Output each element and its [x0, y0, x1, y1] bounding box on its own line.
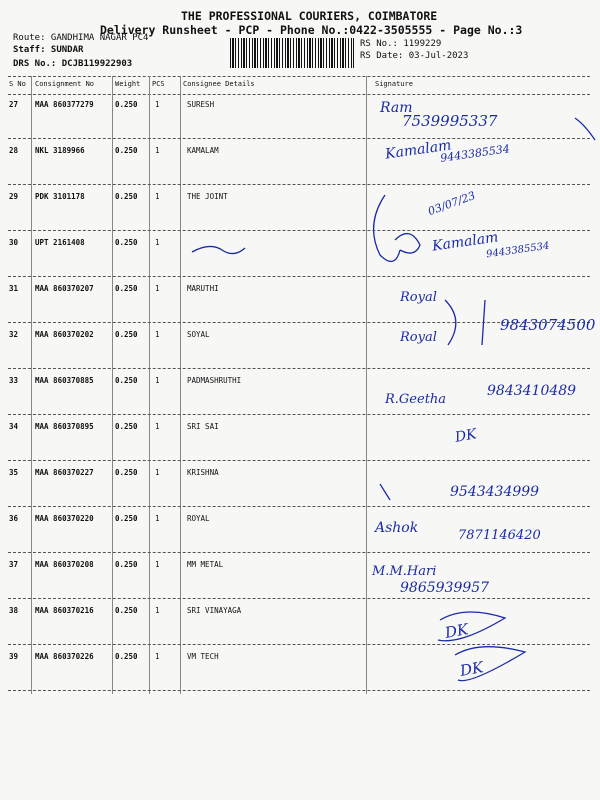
handwritten-date-29: 03/07/23 [426, 188, 478, 219]
cell-sno: 27 [9, 100, 19, 109]
cell-weight: 0.250 [115, 192, 138, 201]
bracket-32 [445, 300, 456, 345]
cell-pcs: 1 [155, 192, 160, 201]
handwritten-phone-36: 7871146420 [458, 528, 541, 543]
handwritten-sign-32: Royal [400, 330, 437, 345]
cell-pcs: 1 [155, 100, 160, 109]
handwritten-sign-31: Royal [400, 290, 437, 305]
handwritten-phone-35: 9543434999 [450, 484, 540, 500]
cell-sno: 38 [9, 606, 19, 615]
cell-consignment: NKL 3189966 [35, 146, 85, 155]
cell-consignment: MAA 860370216 [35, 606, 94, 615]
cell-pcs: 1 [155, 238, 160, 247]
cell-consignment: MAA 860377279 [35, 100, 94, 109]
col-header-sno: S No [9, 80, 26, 88]
squiggle-30 [192, 246, 245, 253]
cell-weight: 0.250 [115, 652, 138, 661]
cell-consignee: SURESH [187, 100, 215, 109]
cell-pcs: 1 [155, 376, 160, 385]
cell-sno: 32 [9, 330, 19, 339]
cell-consignee: KRISHNA [187, 468, 219, 477]
handwritten-name-33: R.Geetha [385, 392, 447, 407]
cell-consignee: ROYAL [187, 514, 210, 523]
cell-consignee: THE JOINT [187, 192, 228, 201]
handwritten-phone-37: 9865939957 [400, 580, 490, 596]
cell-consignee: SRI VINAYAGA [187, 606, 242, 615]
handwritten-name-37: M.M.Hari [372, 564, 437, 579]
cell-consignee: MARUTHI [187, 284, 219, 293]
handwritten-phone-32: 9843074500 [500, 316, 596, 334]
line-32 [482, 300, 485, 345]
cell-consignment: MAA 860370202 [35, 330, 94, 339]
cell-consignee: KAMALAM [187, 146, 219, 155]
cell-consignment: MAA 860370208 [35, 560, 94, 569]
cell-consignment: MAA 860370220 [35, 514, 94, 523]
handwritten-sign-36: Ashok [375, 520, 419, 536]
cell-sno: 39 [9, 652, 19, 661]
route-label: Route: GANDHIMA NAGAR PC4 [13, 33, 149, 43]
edge-stroke [575, 118, 595, 140]
cell-weight: 0.250 [115, 238, 138, 247]
cell-consignment: UPT 2161408 [35, 238, 85, 247]
handwritten-initials: Ram [380, 100, 413, 116]
cell-weight: 0.250 [115, 560, 138, 569]
cell-consignee: PADMASHRUTHI [187, 376, 242, 385]
cell-consignment: MAA 860370227 [35, 468, 94, 477]
cell-consignment: MAA 860370226 [35, 652, 94, 661]
scribble-29 [374, 195, 400, 261]
cell-weight: 0.250 [115, 284, 138, 293]
cell-weight: 0.250 [115, 146, 138, 155]
cell-weight: 0.250 [115, 606, 138, 615]
col-header-consignee: Consignee Details [183, 80, 255, 88]
col-header-pcs: PCS [152, 80, 165, 88]
handwritten-initials-34: DK [453, 426, 478, 446]
cell-weight: 0.250 [115, 330, 138, 339]
handwritten-initials-38: DK [443, 620, 470, 642]
col-header-signature: Signature [375, 80, 413, 88]
col-header-consignment: Consignment No [35, 80, 95, 88]
cell-sno: 34 [9, 422, 19, 431]
cell-sno: 29 [9, 192, 19, 201]
cell-pcs: 1 [155, 422, 160, 431]
cell-consignment: MAA 860370895 [35, 422, 94, 431]
cell-consignment: MAA 860370885 [35, 376, 94, 385]
cell-sno: 35 [9, 468, 19, 477]
drs-number: DRS No.: DCJB119922903 [13, 59, 133, 69]
cell-pcs: 1 [155, 284, 160, 293]
cell-pcs: 1 [155, 514, 160, 523]
scribble-30 [395, 234, 420, 253]
cell-consignee: SOYAL [187, 330, 210, 339]
cell-weight: 0.250 [115, 514, 138, 523]
handwritten-phone-30: 9443385534 [485, 240, 551, 261]
cell-pcs: 1 [155, 652, 160, 661]
cell-pcs: 1 [155, 468, 160, 477]
handwritten-phone-28: 9443385534 [439, 142, 511, 165]
cell-pcs: 1 [155, 560, 160, 569]
cell-pcs: 1 [155, 146, 160, 155]
cell-sno: 30 [9, 238, 19, 247]
handwritten-name-28: Kamalam [384, 137, 453, 163]
handwritten-phone-27: 7539995337 [402, 112, 498, 130]
rs-number: RS No.: 1199229 [360, 39, 442, 49]
cell-sno: 31 [9, 284, 19, 293]
staff-label: Staff: SUNDAR [13, 45, 84, 55]
tick-35 [380, 484, 390, 500]
cell-sno: 37 [9, 560, 19, 569]
handwritten-initials-39: DK [458, 658, 485, 680]
cell-weight: 0.250 [115, 100, 138, 109]
handwritten-name-30: Kamalam [431, 229, 500, 255]
cell-consignee: VM TECH [187, 652, 219, 661]
cell-weight: 0.250 [115, 376, 138, 385]
runsheet-title: Delivery Runsheet - PCP - Phone No.:0422-3505555 - Page No.:3 [100, 23, 523, 37]
cell-pcs: 1 [155, 330, 160, 339]
loop-39 [455, 647, 525, 681]
cell-consignment: PDK 3101178 [35, 192, 85, 201]
company-name: THE PROFESSIONAL COURIERS, COIMBATORE [181, 9, 438, 23]
col-header-weight: Weight [115, 80, 141, 88]
cell-consignment: MAA 860370207 [35, 284, 94, 293]
cell-weight: 0.250 [115, 468, 138, 477]
cell-consignee: SRI SAI [187, 422, 219, 431]
cell-pcs: 1 [155, 606, 160, 615]
cell-sno: 28 [9, 146, 19, 155]
cell-sno: 33 [9, 376, 19, 385]
rs-date: RS Date: 03-Jul-2023 [360, 51, 469, 61]
loop-38 [438, 612, 505, 641]
cell-consignee: MM METAL [187, 560, 224, 569]
cell-sno: 36 [9, 514, 19, 523]
handwritten-phone-33: 9843410489 [487, 383, 577, 399]
cell-weight: 0.250 [115, 422, 138, 431]
